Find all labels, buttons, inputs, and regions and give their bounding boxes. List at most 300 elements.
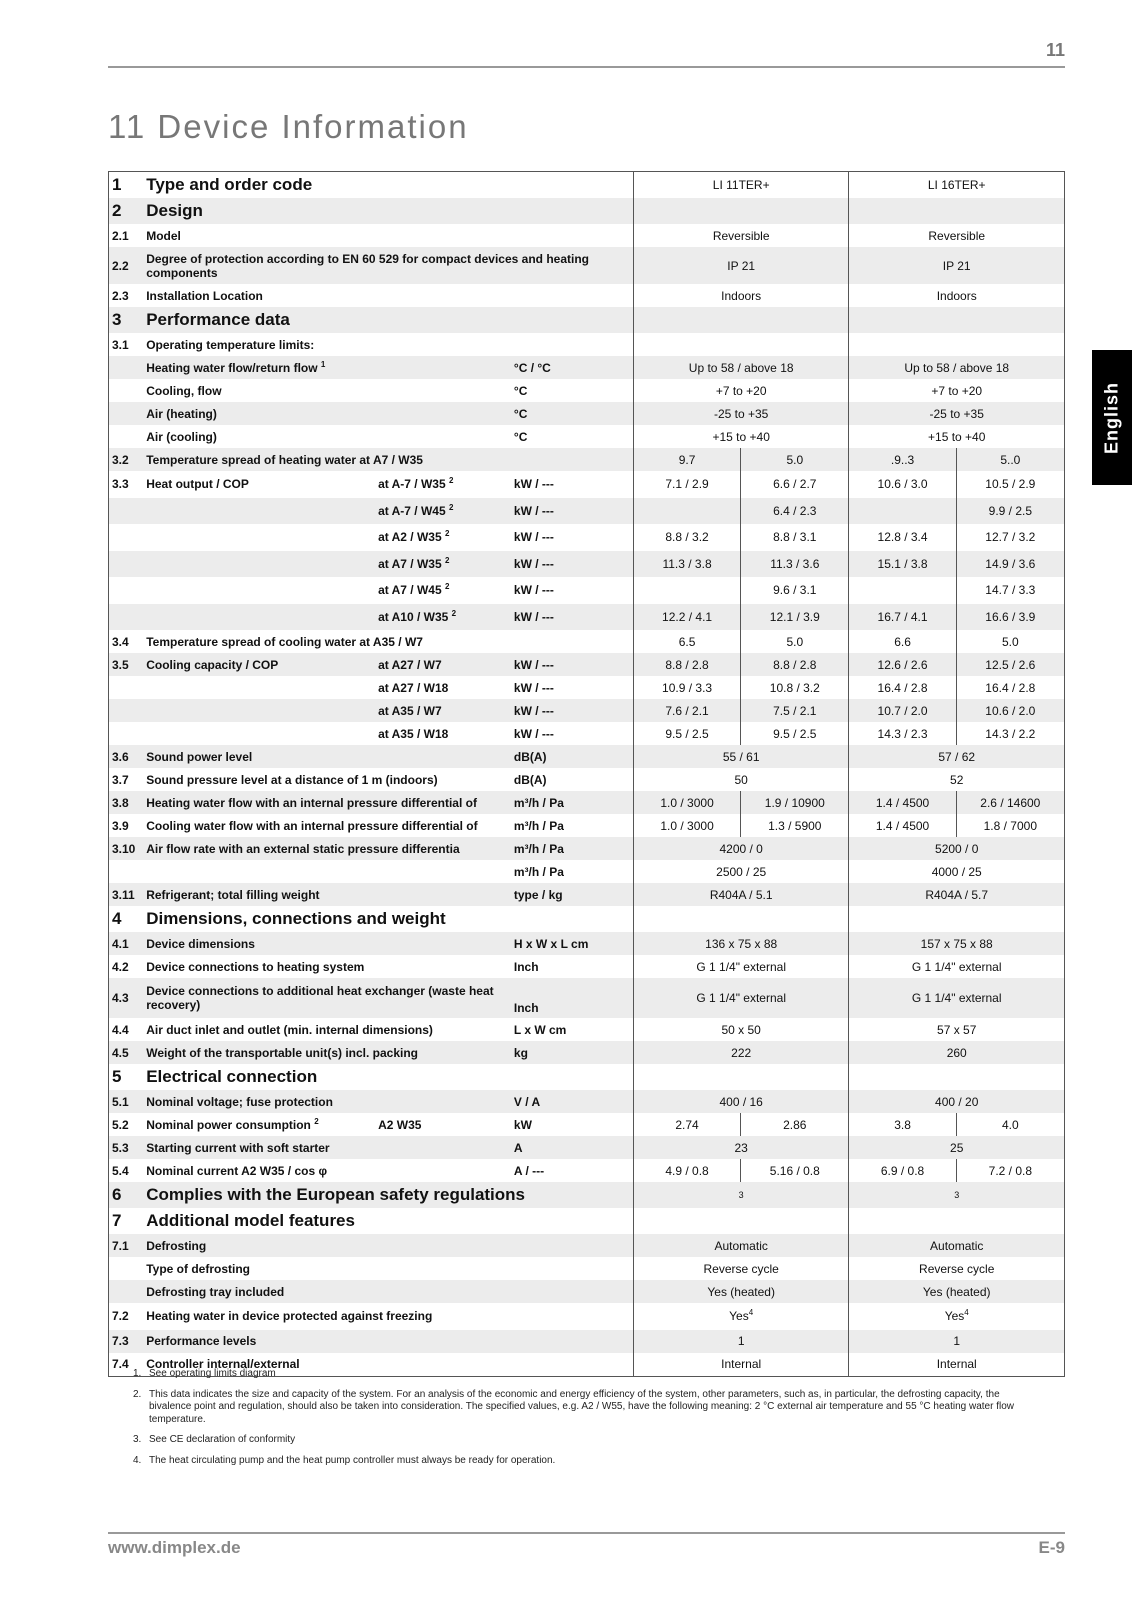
- value-li11ter: Reversible: [633, 224, 848, 247]
- row-label: Device dimensions: [143, 932, 511, 955]
- value-li16ter: 12.6 / 2.6: [849, 653, 956, 676]
- table-row: [109, 577, 1065, 604]
- value-li11ter: 23: [633, 1136, 848, 1159]
- table-row: [109, 955, 1065, 978]
- row-number: 2: [109, 198, 144, 224]
- value-li16ter: Reverse cycle: [849, 1257, 1065, 1280]
- row-label: Air (heating): [143, 402, 511, 425]
- row-label: Operating temperature limits:: [146, 337, 315, 352]
- row-label: Cooling, flow: [146, 383, 222, 398]
- value-li16ter: 14.7 / 3.3: [956, 577, 1064, 604]
- row-number: [109, 379, 144, 402]
- footnote-ref: 2: [451, 608, 457, 618]
- row-unit: kW / ---: [513, 477, 554, 492]
- row-unit: kW / ---: [511, 604, 634, 631]
- value-li16ter: 12.7 / 3.2: [956, 524, 1064, 551]
- value-li11ter: 5.16 / 0.8: [741, 1159, 849, 1182]
- row-unit: V / A: [511, 1090, 634, 1113]
- table-row: [109, 172, 1065, 199]
- value-li11ter: 9.5 / 2.5: [633, 722, 740, 745]
- value-li11ter: 8.8 / 3.2: [633, 524, 740, 551]
- value-li11ter: 2.86: [741, 1113, 849, 1136]
- value-li16ter: 1.4 / 4500: [849, 814, 956, 837]
- cell-text: Yes: [944, 1309, 965, 1324]
- value-li16ter: 2.6 / 14600: [956, 791, 1064, 814]
- row-label: Dimensions, connections and weight: [146, 909, 446, 928]
- value-li11ter: 50 x 50: [633, 1018, 848, 1041]
- row-unit: kW / ---: [511, 498, 634, 525]
- value-li16ter: [849, 307, 1065, 333]
- value-li11ter: 7.6 / 2.1: [633, 699, 740, 722]
- row-label: [143, 604, 375, 631]
- row-number: [109, 577, 144, 604]
- row-condition: [375, 524, 511, 551]
- value-li11ter: Automatic: [633, 1234, 848, 1257]
- value-li16ter: Reversible: [849, 224, 1065, 247]
- table-row: [109, 1234, 1065, 1257]
- table-row: [109, 1159, 1065, 1182]
- cell-text: at A2 / W35: [378, 530, 442, 545]
- row-label: Temperature spread of cooling water at A35 / W7: [146, 634, 423, 649]
- value-li16ter: 4.0: [956, 1113, 1064, 1136]
- row-number: 3.3: [112, 477, 129, 492]
- table-row: [109, 883, 1065, 906]
- value-li11ter: 6.6 / 2.7: [741, 471, 849, 498]
- row-number: 3.11: [109, 883, 144, 906]
- row-label: Cooling capacity / COP: [143, 653, 375, 676]
- table-row: [109, 1064, 1065, 1090]
- row-number: [109, 722, 144, 745]
- value-li16ter: Yes (heated): [849, 1280, 1065, 1303]
- row-label: Performance levels: [143, 1330, 633, 1353]
- row-label: Air duct inlet and outlet (min. internal dimensions): [146, 1022, 433, 1037]
- row-unit: kW / ---: [511, 699, 634, 722]
- language-tab-label: English: [1101, 381, 1122, 454]
- value-li16ter: 10.6 / 3.0: [849, 471, 956, 498]
- value-li16ter: [849, 906, 1065, 932]
- row-number: 6: [109, 1182, 144, 1208]
- row-unit: °C / °C: [511, 356, 634, 379]
- table-row: [109, 498, 1065, 525]
- row-unit: °C: [511, 402, 634, 425]
- value-li16ter: .9..3: [849, 448, 956, 471]
- value-li16ter: 9.9 / 2.5: [956, 498, 1064, 525]
- value-li16ter: 5200 / 0: [849, 837, 1065, 860]
- cell-text: Heating water flow/return flow: [146, 360, 318, 375]
- value-li16ter: Up to 58 / above 18: [849, 356, 1065, 379]
- value-li16ter: [849, 577, 956, 604]
- value-li16ter: 260: [849, 1041, 1065, 1064]
- cell-text: at A10 / W35: [378, 609, 449, 624]
- value-li16ter: G 1 1/4" external: [849, 955, 1065, 978]
- row-unit: °C: [513, 429, 528, 444]
- value-li16ter: 16.7 / 4.1: [849, 604, 956, 631]
- value-li11ter: 7.1 / 2.9: [633, 471, 740, 498]
- row-number: 3.9: [112, 818, 129, 833]
- row-condition: [375, 471, 511, 498]
- table-row: [109, 722, 1065, 745]
- footnotes: [133, 1368, 1033, 1475]
- footnote-item: [133, 1368, 1033, 1381]
- value-li16ter: 5.0: [956, 630, 1064, 653]
- value-li16ter: 3.8: [849, 1113, 956, 1136]
- value-li11ter: 1.0 / 3000: [633, 814, 740, 837]
- value-li11ter: Yes (heated): [633, 1280, 848, 1303]
- value-li11ter: 8.8 / 2.8: [741, 653, 849, 676]
- value-li16ter: 10.6 / 2.0: [956, 699, 1064, 722]
- cell-text: Yes: [729, 1309, 749, 1324]
- value-li11ter: 8.8 / 2.8: [633, 653, 740, 676]
- cell-text: at A-7 / W45: [378, 503, 446, 518]
- table-row: [109, 333, 1065, 356]
- table-row: [109, 284, 1065, 307]
- row-label: Heating water in device protected against freezing: [146, 1309, 433, 1324]
- table-row: [109, 860, 1065, 883]
- row-number: 7.3: [109, 1330, 144, 1353]
- value-li11ter: 1.3 / 5900: [741, 814, 849, 837]
- value-li11ter: 55 / 61: [633, 745, 848, 768]
- footnote-ref: 4: [964, 1308, 969, 1318]
- value-li11ter: 222: [633, 1041, 848, 1064]
- page-number: 11: [1045, 40, 1065, 60]
- row-unit: m³/h / Pa: [513, 818, 564, 833]
- row-number: 4.3: [109, 978, 144, 1018]
- table-row: [109, 745, 1065, 768]
- value-li11ter: Indoors: [633, 284, 848, 307]
- row-label: Nominal current A2 W35 / cos φ: [146, 1163, 328, 1178]
- value-li11ter: Reverse cycle: [633, 1257, 848, 1280]
- value-li16ter: 14.3 / 2.3: [849, 722, 956, 745]
- table-row: [109, 1257, 1065, 1280]
- value-li11ter: 3: [633, 1182, 848, 1208]
- table-row: [109, 1330, 1065, 1353]
- value-li16ter: 16.4 / 2.8: [849, 676, 956, 699]
- row-condition: [375, 577, 511, 604]
- table-row: [109, 676, 1065, 699]
- table-row: [109, 791, 1065, 814]
- row-label: Device connections to additional heat exchanger (waste heat recovery): [143, 978, 511, 1018]
- row-number: 3.2: [109, 448, 144, 471]
- value-li16ter: G 1 1/4" external: [849, 978, 1065, 1018]
- row-number: [109, 699, 144, 722]
- header-rule: [108, 66, 1065, 68]
- footnote-ref: 2: [448, 476, 454, 486]
- value-li16ter: R404A / 5.7: [849, 883, 1065, 906]
- row-label: Nominal voltage; fuse protection: [143, 1090, 511, 1113]
- footnote-item: [133, 1389, 1033, 1427]
- value-li16ter: -25 to +35: [849, 402, 1065, 425]
- table-row: [109, 1208, 1065, 1234]
- table-row: [109, 1018, 1065, 1041]
- row-number: 7: [112, 1211, 122, 1230]
- table-row: [109, 425, 1065, 448]
- row-unit: m³/h / Pa: [513, 864, 564, 879]
- value-li16ter: 4000 / 25: [849, 860, 1065, 883]
- row-number: 3.7: [112, 772, 129, 787]
- row-label: Device connections to heating system: [146, 959, 365, 974]
- page-title: 11 Device Information: [108, 108, 469, 145]
- value-li11ter: G 1 1/4" external: [633, 978, 848, 1018]
- row-number: [109, 676, 144, 699]
- value-li11ter: 136 x 75 x 88: [633, 932, 848, 955]
- value-li11ter: 2500 / 25: [633, 860, 848, 883]
- row-label: Heat output / COP: [146, 477, 249, 492]
- row-label: Design: [143, 198, 633, 224]
- value-li16ter: 16.4 / 2.8: [956, 676, 1064, 699]
- table-row: [109, 630, 1065, 653]
- row-number: 3.6: [109, 745, 144, 768]
- footnote-ref: 2: [444, 582, 450, 592]
- row-number: 5.2: [112, 1117, 129, 1132]
- footnote-item: [133, 1434, 1033, 1447]
- value-li11ter: 1.9 / 10900: [741, 791, 849, 814]
- cell-text: Nominal power consumption: [146, 1117, 311, 1132]
- row-label: [143, 676, 375, 699]
- value-li11ter: 12.2 / 4.1: [633, 604, 740, 631]
- row-number: 3: [109, 307, 144, 333]
- row-number: [109, 425, 144, 448]
- footnote-number: 1.: [133, 1368, 142, 1379]
- row-number: [109, 402, 144, 425]
- row-number: [109, 1257, 144, 1280]
- table-row: [109, 471, 1065, 498]
- value-li16ter: 157 x 75 x 88: [849, 932, 1065, 955]
- row-condition: [375, 498, 511, 525]
- value-li11ter: Up to 58 / above 18: [633, 356, 848, 379]
- value-li11ter: LI 11TER+: [633, 172, 848, 199]
- row-number: 2.2: [109, 247, 144, 284]
- row-number: 2.3: [112, 288, 129, 303]
- row-label: [143, 524, 375, 551]
- row-number: [109, 498, 144, 525]
- footnote-ref: 1: [320, 359, 326, 369]
- value-li11ter: 7.5 / 2.1: [741, 699, 849, 722]
- value-li11ter: +15 to +40: [633, 425, 848, 448]
- row-condition: at A35 / W18: [378, 726, 449, 741]
- row-unit: m³/h / Pa: [511, 837, 634, 860]
- row-unit: H x W x L cm: [511, 932, 634, 955]
- value-li11ter: [633, 1208, 848, 1234]
- row-unit: kW / ---: [513, 530, 554, 545]
- table-row: [109, 356, 1065, 379]
- row-label: Defrosting: [143, 1234, 633, 1257]
- value-li11ter: 11.3 / 3.8: [633, 551, 740, 578]
- table-row: [109, 551, 1065, 578]
- row-label: Installation Location: [146, 288, 263, 303]
- value-li16ter: [849, 1303, 1065, 1330]
- value-li16ter: IP 21: [849, 247, 1065, 284]
- row-label: Controller internal/external: [146, 1357, 300, 1371]
- table-row: [109, 198, 1065, 224]
- row-condition: at A35 / W7: [375, 699, 511, 722]
- footnote-ref: 4: [748, 1308, 754, 1318]
- row-unit: dB(A): [511, 745, 634, 768]
- cell-text: at A-7 / W35: [378, 477, 446, 492]
- row-label: Model: [146, 228, 181, 243]
- value-li11ter: Internal: [633, 1353, 848, 1377]
- footnote-number: 2.: [133, 1388, 142, 1400]
- value-li16ter: [849, 198, 1065, 224]
- value-li16ter: 12.5 / 2.6: [956, 653, 1064, 676]
- footnote-number: 3.: [133, 1434, 142, 1445]
- footnote-item: [133, 1455, 1033, 1468]
- row-condition: at A27 / W18: [378, 680, 449, 695]
- row-number: 4.1: [109, 932, 144, 955]
- row-label: Electrical connection: [146, 1067, 318, 1086]
- value-li11ter: 2.74: [633, 1113, 740, 1136]
- table-row: [109, 1280, 1065, 1303]
- row-label: [143, 699, 375, 722]
- value-li16ter: Automatic: [849, 1234, 1065, 1257]
- value-li11ter: IP 21: [633, 247, 848, 284]
- row-number: [109, 1280, 144, 1303]
- row-label: Sound pressure level at a distance of 1 m (indoors): [146, 772, 438, 787]
- value-li11ter: 400 / 16: [633, 1090, 848, 1113]
- table-row: [109, 1303, 1065, 1330]
- value-li16ter: 1.4 / 4500: [849, 791, 956, 814]
- row-unit: Inch: [511, 978, 634, 1018]
- value-li11ter: [633, 307, 848, 333]
- row-number: 3.5: [109, 653, 144, 676]
- value-li11ter: 10.8 / 3.2: [741, 676, 849, 699]
- value-li11ter: 50: [633, 768, 848, 791]
- value-li11ter: 4.9 / 0.8: [633, 1159, 740, 1182]
- row-number: [109, 551, 144, 578]
- table-row: [109, 604, 1065, 631]
- value-li16ter: +15 to +40: [849, 425, 1065, 448]
- table-row: [109, 906, 1065, 932]
- row-label: Additional model features: [146, 1211, 355, 1230]
- value-li11ter: -25 to +35: [633, 402, 848, 425]
- row-label: Cooling water flow with an internal pressure differential of: [146, 818, 478, 833]
- row-label: [143, 498, 375, 525]
- row-unit: A / ---: [513, 1163, 545, 1178]
- value-li11ter: 9.6 / 3.1: [741, 577, 849, 604]
- table-row: [109, 1136, 1065, 1159]
- row-label: Complies with the European safety regulations: [143, 1182, 633, 1208]
- value-li11ter: 10.9 / 3.3: [633, 676, 740, 699]
- table-row: [109, 224, 1065, 247]
- row-label: Weight of the transportable unit(s) incl. packing: [143, 1041, 511, 1064]
- language-tab: [1092, 350, 1132, 485]
- table-row: [109, 1090, 1065, 1113]
- value-li11ter: G 1 1/4" external: [633, 955, 848, 978]
- value-li11ter: +7 to +20: [633, 379, 848, 402]
- value-li16ter: 7.2 / 0.8: [956, 1159, 1064, 1182]
- row-label: Starting current with soft starter: [143, 1136, 511, 1159]
- row-condition: [375, 551, 511, 578]
- row-number: 4: [112, 909, 122, 928]
- row-number: 5: [112, 1067, 122, 1086]
- value-li16ter: +7 to +20: [849, 379, 1065, 402]
- row-unit: dB(A): [513, 772, 547, 787]
- row-number: 1: [112, 175, 122, 194]
- row-label: Refrigerant; total filling weight: [143, 883, 511, 906]
- row-unit: type / kg: [511, 883, 634, 906]
- row-label: Air flow rate with an external static pressure differentia: [143, 837, 511, 860]
- table-row: [109, 448, 1065, 471]
- value-li16ter: 15.1 / 3.8: [849, 551, 956, 578]
- footer-page-code: E-9: [1038, 1538, 1065, 1557]
- row-label: Type of defrosting: [146, 1261, 250, 1276]
- row-label: [143, 860, 511, 883]
- value-li16ter: [849, 498, 956, 525]
- device-info-table: [108, 171, 1065, 1377]
- value-li11ter: 5.0: [741, 448, 849, 471]
- row-number: 3.10: [109, 837, 144, 860]
- footnote-ref: 2: [314, 1116, 319, 1126]
- footnote-ref: 2: [448, 502, 454, 512]
- row-number: 5.3: [109, 1136, 144, 1159]
- row-label: [143, 722, 375, 745]
- value-li16ter: 1: [849, 1330, 1065, 1353]
- value-li16ter: 5..0: [956, 448, 1064, 471]
- row-unit: L x W cm: [513, 1022, 567, 1037]
- row-unit: kW / ---: [513, 726, 554, 741]
- row-number: 3.4: [112, 634, 129, 649]
- value-li16ter: [849, 1064, 1065, 1090]
- row-unit: m³/h / Pa: [511, 791, 634, 814]
- footnote-text: See CE declaration of conformity: [149, 1434, 296, 1445]
- row-label: Temperature spread of heating water at A7 / W35: [143, 448, 633, 471]
- row-number: [109, 604, 144, 631]
- value-li11ter: 12.1 / 3.9: [741, 604, 849, 631]
- value-li16ter: 10.7 / 2.0: [849, 699, 956, 722]
- row-number: 7.4: [112, 1357, 129, 1371]
- row-unit: kW: [513, 1117, 532, 1132]
- table-row: [109, 699, 1065, 722]
- value-li16ter: Internal: [849, 1353, 1065, 1377]
- row-label: Performance data: [143, 307, 633, 333]
- row-number: 5.4: [112, 1163, 129, 1178]
- value-li16ter: 14.9 / 3.6: [956, 551, 1064, 578]
- value-li16ter: 52: [849, 768, 1065, 791]
- value-li11ter: R404A / 5.1: [633, 883, 848, 906]
- table-row: [109, 1041, 1065, 1064]
- row-unit: A: [511, 1136, 634, 1159]
- row-label: [143, 356, 511, 379]
- table-row: [109, 1113, 1065, 1136]
- value-li16ter: [849, 333, 1065, 356]
- row-unit: kW / ---: [511, 551, 634, 578]
- table-row: [109, 768, 1065, 791]
- value-li16ter: 10.5 / 2.9: [956, 471, 1064, 498]
- table-row: [109, 1182, 1065, 1208]
- value-li11ter: [633, 1303, 848, 1330]
- footnote-text: The heat circulating pump and the heat pump controller must always be ready for operation.: [149, 1454, 556, 1466]
- value-li16ter: 25: [849, 1136, 1065, 1159]
- row-number: 5.1: [109, 1090, 144, 1113]
- value-li16ter: 400 / 20: [849, 1090, 1065, 1113]
- row-unit: kg: [511, 1041, 634, 1064]
- value-li16ter: 6.9 / 0.8: [849, 1159, 956, 1182]
- row-label: Sound power level: [143, 745, 511, 768]
- value-li11ter: [633, 577, 740, 604]
- row-unit: kW / ---: [513, 583, 554, 598]
- row-number: 4.2: [112, 959, 129, 974]
- row-unit: Inch: [513, 959, 539, 974]
- row-condition: [375, 604, 511, 631]
- row-label: Type and order code: [146, 175, 313, 194]
- value-li11ter: [633, 333, 848, 356]
- footnote-text: See operating limits diagram: [149, 1368, 276, 1379]
- value-li11ter: 1.0 / 3000: [633, 791, 740, 814]
- table-row: [109, 524, 1065, 551]
- value-li16ter: 57 / 62: [849, 745, 1065, 768]
- value-li11ter: [633, 498, 740, 525]
- row-label: Air (cooling): [146, 429, 217, 444]
- value-li11ter: 1: [633, 1330, 848, 1353]
